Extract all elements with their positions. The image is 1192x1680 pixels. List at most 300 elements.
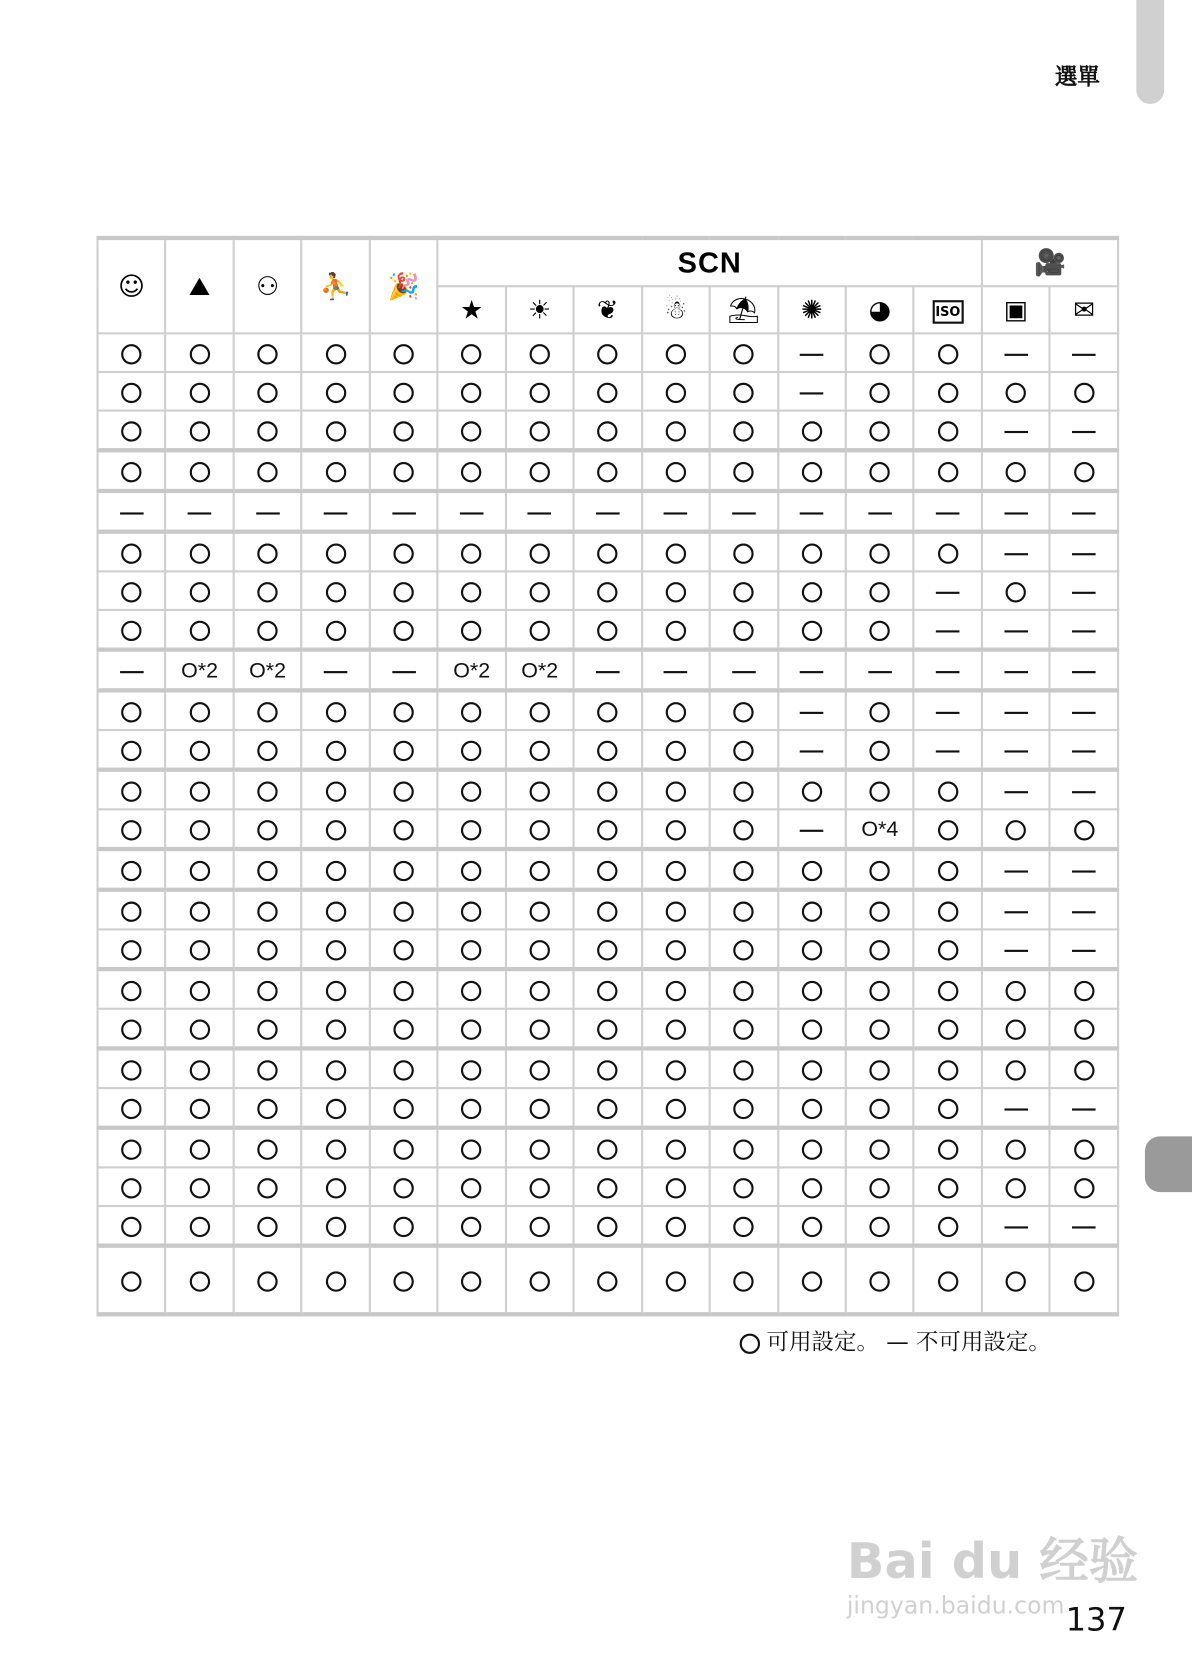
available-mark — [121, 981, 141, 1001]
available-mark — [598, 621, 618, 641]
available-mark — [461, 1099, 481, 1119]
available-mark — [461, 344, 481, 364]
table-cell — [506, 491, 574, 532]
table-cell — [234, 929, 302, 969]
table-cell — [710, 491, 778, 532]
available-mark — [461, 902, 481, 922]
available-mark — [666, 1099, 686, 1119]
available-mark — [189, 582, 209, 602]
table-cell — [778, 491, 846, 532]
available-mark — [530, 344, 550, 364]
unavailable-mark — [1004, 630, 1028, 632]
table-cell — [914, 770, 982, 810]
unavailable-mark — [732, 512, 756, 514]
unavailable-mark — [1072, 353, 1096, 355]
available-mark — [530, 1217, 550, 1237]
table-cell — [1050, 491, 1118, 532]
unavailable-mark — [1072, 791, 1096, 793]
available-mark — [530, 544, 550, 564]
available-mark — [189, 861, 209, 881]
table-cell — [506, 690, 574, 730]
available-mark — [870, 981, 890, 1001]
table-cell — [438, 890, 506, 930]
available-mark — [938, 861, 958, 881]
available-mark — [257, 981, 277, 1001]
available-mark — [802, 781, 822, 801]
table-cell — [370, 849, 438, 890]
available-mark — [393, 940, 413, 960]
available-mark — [121, 1060, 141, 1080]
available-mark — [734, 781, 754, 801]
table-cell — [574, 333, 642, 372]
unavailable-mark — [664, 512, 688, 514]
table-cell — [98, 650, 166, 691]
table-row — [98, 849, 1119, 890]
movie-camera-icon: 🎥 — [1033, 247, 1066, 278]
table-cell — [846, 849, 914, 890]
available-mark — [1006, 1060, 1026, 1080]
available-mark — [530, 383, 550, 403]
table-cell — [642, 929, 710, 969]
available-mark — [666, 582, 686, 602]
watermark-logo: Bai du 经验 — [846, 1531, 1139, 1590]
table-cell — [98, 929, 166, 969]
table-row — [98, 1088, 1119, 1128]
column-header-kids-pets — [234, 238, 302, 333]
table-cell — [710, 1128, 778, 1168]
available-mark — [870, 702, 890, 722]
table-cell — [302, 1246, 370, 1315]
table-cell — [778, 809, 846, 849]
unavailable-mark — [800, 711, 824, 713]
available-mark-icon — [740, 1333, 760, 1353]
table-row — [98, 1048, 1119, 1088]
table-cell — [166, 770, 234, 810]
available-mark — [666, 940, 686, 960]
table-cell — [710, 730, 778, 770]
table-cell — [234, 849, 302, 890]
available-with-footnote-mark: O*2 — [521, 658, 559, 683]
table-cell — [846, 770, 914, 810]
table-cell — [778, 730, 846, 770]
table-cell — [302, 1128, 370, 1168]
table-cell — [982, 730, 1050, 770]
available-mark — [121, 1140, 141, 1160]
table-cell — [234, 1167, 302, 1206]
table-cell — [166, 690, 234, 730]
available-mark — [189, 621, 209, 641]
table-cell — [982, 1009, 1050, 1049]
table-cell — [778, 1206, 846, 1246]
table-cell — [370, 532, 438, 572]
table-cell — [642, 372, 710, 411]
movie-email-icon: ✉ — [1073, 294, 1095, 325]
table-cell — [914, 1167, 982, 1206]
table-cell — [778, 333, 846, 372]
table-cell — [914, 849, 982, 890]
available-mark — [461, 421, 481, 441]
available-mark — [802, 940, 822, 960]
table-cell — [914, 333, 982, 372]
available-mark — [938, 981, 958, 1001]
available-mark — [870, 544, 890, 564]
available-mark — [1006, 1019, 1026, 1039]
available-mark — [598, 1099, 618, 1119]
column-header-portrait — [98, 238, 166, 333]
table-cell — [914, 929, 982, 969]
unavailable-mark — [1004, 1226, 1028, 1228]
unavailable-mark — [188, 512, 212, 514]
table-cell — [710, 1009, 778, 1049]
available-mark — [257, 902, 277, 922]
available-mark — [666, 1178, 686, 1198]
available-mark — [121, 462, 141, 482]
table-cell — [982, 610, 1050, 650]
table-cell — [506, 730, 574, 770]
table-cell — [982, 1246, 1050, 1315]
available-mark — [325, 981, 345, 1001]
page-number: 137 — [1065, 1601, 1127, 1640]
table-cell — [1050, 372, 1118, 411]
available-mark — [870, 383, 890, 403]
available-mark — [393, 1060, 413, 1080]
table-cell — [166, 532, 234, 572]
table-cell — [166, 571, 234, 610]
available-mark — [121, 902, 141, 922]
table-cell — [98, 730, 166, 770]
table-cell — [574, 1128, 642, 1168]
table-cell — [302, 1206, 370, 1246]
available-mark — [530, 1271, 550, 1291]
table-cell — [438, 571, 506, 610]
unavailable-mark — [1072, 1108, 1096, 1110]
table-cell — [234, 1088, 302, 1128]
column-header-foliage — [574, 286, 642, 333]
available-mark — [325, 781, 345, 801]
table-cell — [98, 1048, 166, 1088]
table-cell — [778, 1128, 846, 1168]
table-cell — [166, 849, 234, 890]
available-mark — [121, 544, 141, 564]
available-mark — [598, 344, 618, 364]
table-cell — [234, 890, 302, 930]
table-cell — [1050, 890, 1118, 930]
available-mark — [938, 940, 958, 960]
available-mark — [870, 1178, 890, 1198]
available-mark — [870, 861, 890, 881]
table-cell — [982, 690, 1050, 730]
available-mark — [734, 344, 754, 364]
unavailable-mark — [596, 671, 620, 673]
available-mark — [461, 781, 481, 801]
available-mark — [938, 383, 958, 403]
table-cell — [370, 450, 438, 491]
table-cell — [370, 890, 438, 930]
available-mark — [121, 344, 141, 364]
table-row — [98, 929, 1119, 969]
available-mark — [666, 981, 686, 1001]
table-cell — [438, 1128, 506, 1168]
table-cell — [166, 411, 234, 451]
table-cell — [846, 333, 914, 372]
table-cell — [574, 849, 642, 890]
available-mark — [734, 1099, 754, 1119]
table-cell — [166, 450, 234, 491]
table-row — [98, 809, 1119, 849]
table-cell — [846, 650, 914, 691]
available-mark — [870, 1140, 890, 1160]
table-cell — [302, 571, 370, 610]
table-cell — [574, 770, 642, 810]
available-mark — [802, 421, 822, 441]
foliage-icon: ❦ — [596, 294, 619, 325]
table-cell — [438, 450, 506, 491]
available-mark — [189, 702, 209, 722]
table-cell — [642, 1246, 710, 1315]
table-cell — [370, 610, 438, 650]
table-cell — [846, 411, 914, 451]
table-cell — [778, 1167, 846, 1206]
table-cell — [574, 1009, 642, 1049]
table-cell — [574, 690, 642, 730]
available-mark — [598, 981, 618, 1001]
available-mark — [530, 940, 550, 960]
table-cell — [574, 372, 642, 411]
table-row — [98, 969, 1119, 1009]
table-cell — [166, 333, 234, 372]
available-mark — [257, 1019, 277, 1039]
table-cell — [846, 571, 914, 610]
available-mark — [325, 383, 345, 403]
table-cell — [234, 1048, 302, 1088]
table-cell — [506, 1128, 574, 1168]
table-cell — [574, 1048, 642, 1088]
table-cell — [302, 890, 370, 930]
table-cell — [1050, 690, 1118, 730]
available-mark — [938, 1271, 958, 1291]
table-cell — [778, 890, 846, 930]
table-row — [98, 532, 1119, 572]
table-cell — [982, 809, 1050, 849]
table-cell — [778, 372, 846, 411]
legend — [740, 1325, 1051, 1357]
available-with-footnote-mark: O*2 — [453, 658, 491, 683]
table-cell — [438, 491, 506, 532]
unavailable-mark — [1072, 671, 1096, 673]
table-cell — [914, 1246, 982, 1315]
unavailable-mark — [596, 512, 620, 514]
fireworks-icon: ✺ — [801, 294, 823, 325]
table-cell — [846, 532, 914, 572]
unavailable-mark — [800, 671, 824, 673]
table-cell — [574, 571, 642, 610]
table-cell — [846, 929, 914, 969]
table-cell — [574, 532, 642, 572]
table-cell — [574, 890, 642, 930]
table-cell — [370, 730, 438, 770]
table-cell — [166, 491, 234, 532]
table-cell — [642, 610, 710, 650]
available-mark — [121, 1019, 141, 1039]
available-mark — [393, 582, 413, 602]
unavailable-mark — [1072, 553, 1096, 555]
available-mark — [734, 981, 754, 1001]
available-mark — [1074, 1019, 1094, 1039]
available-mark — [461, 1019, 481, 1039]
table-cell — [370, 1206, 438, 1246]
table-cell — [710, 372, 778, 411]
available-mark — [1074, 1140, 1094, 1160]
unavailable-mark — [1004, 870, 1028, 872]
available-mark — [257, 1271, 277, 1291]
table-cell — [234, 532, 302, 572]
table-cell — [846, 1167, 914, 1206]
available-mark — [189, 1099, 209, 1119]
table-cell — [710, 450, 778, 491]
available-mark — [938, 1217, 958, 1237]
table-cell — [438, 372, 506, 411]
table-cell — [914, 450, 982, 491]
column-header-movie-email — [1050, 286, 1118, 333]
unavailable-mark — [256, 512, 280, 514]
available-mark — [666, 1140, 686, 1160]
table-cell — [506, 1206, 574, 1246]
available-mark — [325, 902, 345, 922]
table-cell — [914, 610, 982, 650]
table-cell — [642, 1088, 710, 1128]
table-cell — [778, 610, 846, 650]
available-mark — [189, 1271, 209, 1291]
available-mark — [325, 940, 345, 960]
table-cell — [574, 1246, 642, 1315]
unavailable-mark — [800, 353, 824, 355]
available-mark — [393, 383, 413, 403]
table-cell — [1050, 809, 1118, 849]
available-mark — [666, 344, 686, 364]
available-mark — [598, 940, 618, 960]
table-cell — [506, 890, 574, 930]
available-mark — [257, 861, 277, 881]
available-mark — [257, 421, 277, 441]
table-cell — [982, 1128, 1050, 1168]
available-mark — [1074, 1060, 1094, 1080]
available-mark — [598, 820, 618, 840]
unavailable-mark — [800, 829, 824, 831]
available-mark — [666, 621, 686, 641]
table-cell — [166, 650, 234, 691]
table-cell — [234, 411, 302, 451]
available-mark — [1074, 1178, 1094, 1198]
unavailable-mark — [1004, 512, 1028, 514]
table-cell — [574, 491, 642, 532]
table-cell — [982, 411, 1050, 451]
table-cell — [914, 372, 982, 411]
available-mark — [734, 383, 754, 403]
available-mark — [870, 1019, 890, 1039]
table-cell — [438, 1088, 506, 1128]
table-row — [98, 450, 1119, 491]
available-mark — [325, 544, 345, 564]
available-mark — [461, 462, 481, 482]
available-mark — [530, 421, 550, 441]
available-mark — [461, 621, 481, 641]
table-cell — [98, 372, 166, 411]
aquarium-icon: ◕ — [868, 294, 892, 325]
available-mark — [325, 1217, 345, 1237]
table-cell — [506, 650, 574, 691]
table-cell — [438, 650, 506, 691]
table-cell — [1050, 532, 1118, 572]
table-cell — [166, 372, 234, 411]
table-cell — [370, 571, 438, 610]
table-cell — [642, 1048, 710, 1088]
table-cell — [710, 532, 778, 572]
table-cell — [710, 333, 778, 372]
table-cell — [642, 1128, 710, 1168]
available-mark — [938, 1060, 958, 1080]
table-cell — [506, 969, 574, 1009]
available-mark — [938, 1140, 958, 1160]
table-cell — [506, 450, 574, 491]
available-mark — [802, 462, 822, 482]
table-cell — [778, 1246, 846, 1315]
table-cell — [166, 809, 234, 849]
available-mark — [121, 1271, 141, 1291]
legend-available: 可用設定。 — [766, 1329, 880, 1356]
table-row — [98, 770, 1119, 810]
table-cell — [302, 849, 370, 890]
table-cell — [234, 1128, 302, 1168]
table-cell — [506, 571, 574, 610]
table-cell — [438, 1206, 506, 1246]
available-mark — [325, 1271, 345, 1291]
available-mark — [666, 861, 686, 881]
table-cell — [982, 969, 1050, 1009]
available-mark — [666, 902, 686, 922]
table-cell — [166, 929, 234, 969]
available-mark — [938, 1099, 958, 1119]
table-cell — [710, 809, 778, 849]
available-mark — [598, 1178, 618, 1198]
unavailable-mark — [1072, 630, 1096, 632]
available-mark — [598, 1019, 618, 1039]
available-mark — [530, 702, 550, 722]
table-cell — [778, 1009, 846, 1049]
available-mark — [325, 462, 345, 482]
table-cell — [778, 849, 846, 890]
table-cell — [846, 730, 914, 770]
table-cell — [234, 969, 302, 1009]
table-cell — [302, 1167, 370, 1206]
available-mark — [734, 940, 754, 960]
available-mark — [461, 582, 481, 602]
table-cell — [98, 532, 166, 572]
table-cell — [1050, 450, 1118, 491]
available-mark — [598, 702, 618, 722]
unavailable-mark — [1004, 791, 1028, 793]
unavailable-mark — [800, 392, 824, 394]
table-cell — [370, 491, 438, 532]
table-cell — [438, 1048, 506, 1088]
table-cell — [234, 333, 302, 372]
available-mark — [393, 861, 413, 881]
table-cell — [1050, 333, 1118, 372]
table-cell — [642, 890, 710, 930]
movie-icon: ▣ — [1003, 294, 1028, 325]
available-with-footnote-mark: O*2 — [181, 658, 219, 683]
table-cell — [914, 532, 982, 572]
table-cell — [506, 849, 574, 890]
